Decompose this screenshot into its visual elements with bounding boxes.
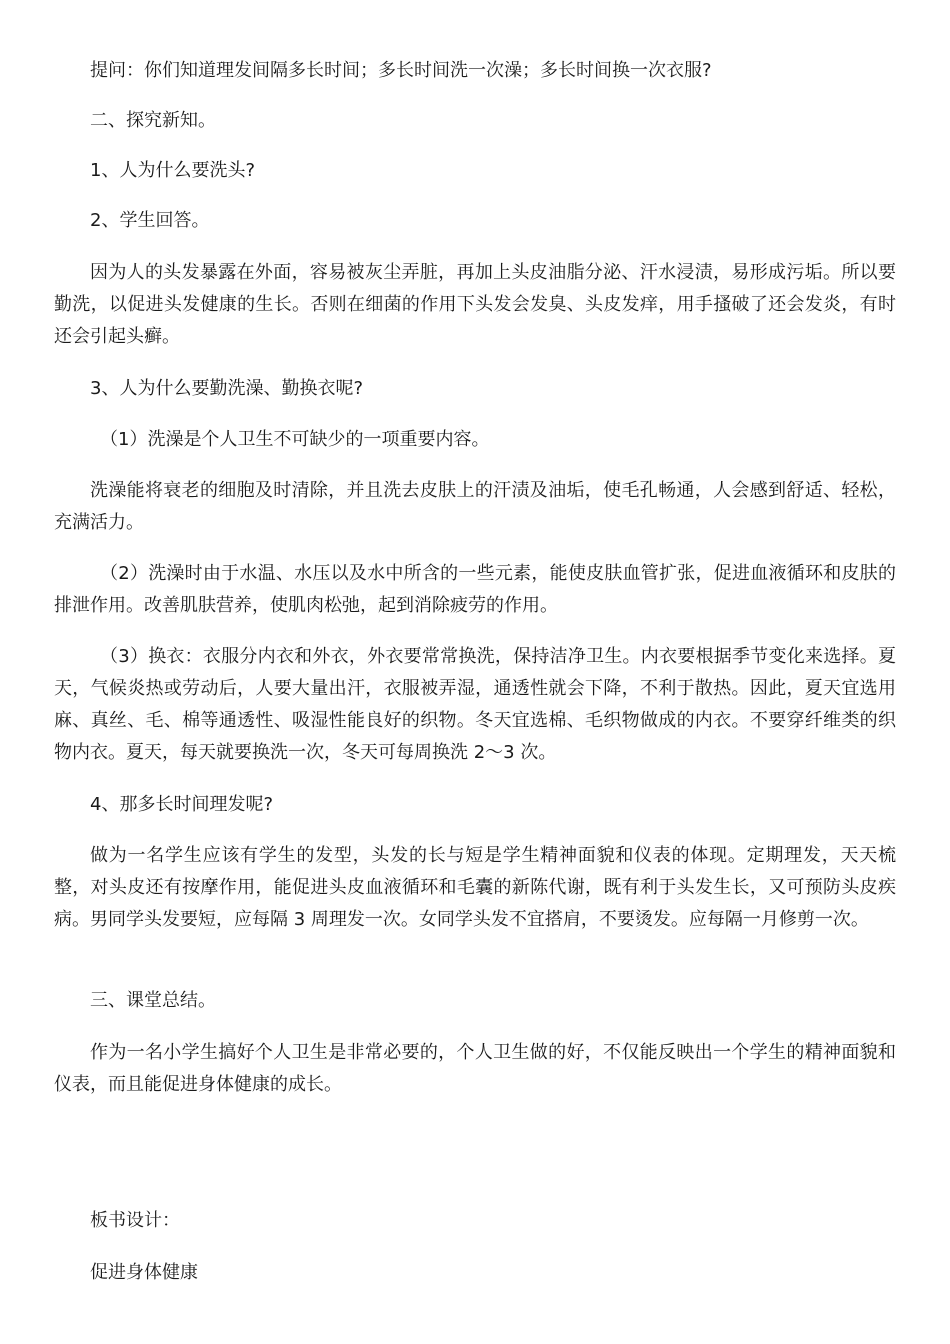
question-4: 4、那多长时间理发呢? xyxy=(90,794,274,815)
point-2: （2）洗澡时由于水温、水压以及水中所含的一些元素，能使皮肤血管扩张，促进血液循环和皮肤的排泄作用。改善肌肤营养，使肌肉松弛，起到消除疲劳的作用。 xyxy=(54,563,896,616)
question-2: 2、学生回答。 xyxy=(90,210,210,231)
answer-hair-washing: 因为人的头发暴露在外面，容易被灰尘弄脏，再加上头皮油脂分泌、汗水浸渍，易形成污垢。所以要勤洗，以促进头发健康的生长。否则在细菌的作用下头发会发臭、头皮发痒，用手搔破了还会发炎，有时还会引起头癣。 xyxy=(54,262,896,347)
point-1: （1）洗澡是个人卫生不可缺少的一项重要内容。 xyxy=(100,429,490,450)
question-paragraph: 提问：你们知道理发间隔多长时间；多长时间洗一次澡；多长时间换一次衣服? xyxy=(90,60,712,81)
question-1: 1、人为什么要洗头? xyxy=(90,160,256,181)
summary-paragraph: 作为一名小学生搞好个人卫生是非常必要的，个人卫生做的好，不仅能反映出一个学生的精神面貌和仪表，而且能促进身体健康的成长。 xyxy=(54,1042,896,1095)
point-1-detail: 洗澡能将衰老的细胞及时清除，并且洗去皮肤上的汗渍及油垢，使毛孔畅通，人会感到舒适、轻松，充满活力。 xyxy=(54,480,896,533)
board-design-label: 板书设计： xyxy=(90,1210,180,1231)
section-heading-summary: 三、课堂总结。 xyxy=(90,990,216,1011)
question-3: 3、人为什么要勤洗澡、勤换衣呢? xyxy=(90,378,364,399)
section-heading-explore: 二、探究新知。 xyxy=(90,110,216,131)
answer-haircut: 做为一名学生应该有学生的发型，头发的长与短是学生精神面貌和仪表的体现。定期理发，天天梳整，对头皮还有按摩作用，能促进头皮血液循环和毛囊的新陈代谢，既有利于头发生长，又可预防头皮疾病。男同学头发要短，应每隔 3 周理发一次。女同学头发不宜搭肩，不要烫发。应每隔一月修剪一次。 xyxy=(54,845,896,930)
point-3: （3）换衣：衣服分内衣和外衣，外衣要常常换洗，保持洁净卫生。内衣要根据季节变化来选择。夏天，气候炎热或劳动后，人要大量出汗，衣服被弄湿，通透性就会下降，不利于散热。因此，夏天宜选用麻、真丝、毛、棉等通透性、吸湿性能良好的织物。冬天宜选棉、毛织物做成的内衣。不要穿纤维类的织物内衣。夏天，每天就要换洗一次，冬天可每周换洗 2～3 次。 xyxy=(54,646,896,763)
board-design-title: 促进身体健康 xyxy=(90,1262,198,1283)
